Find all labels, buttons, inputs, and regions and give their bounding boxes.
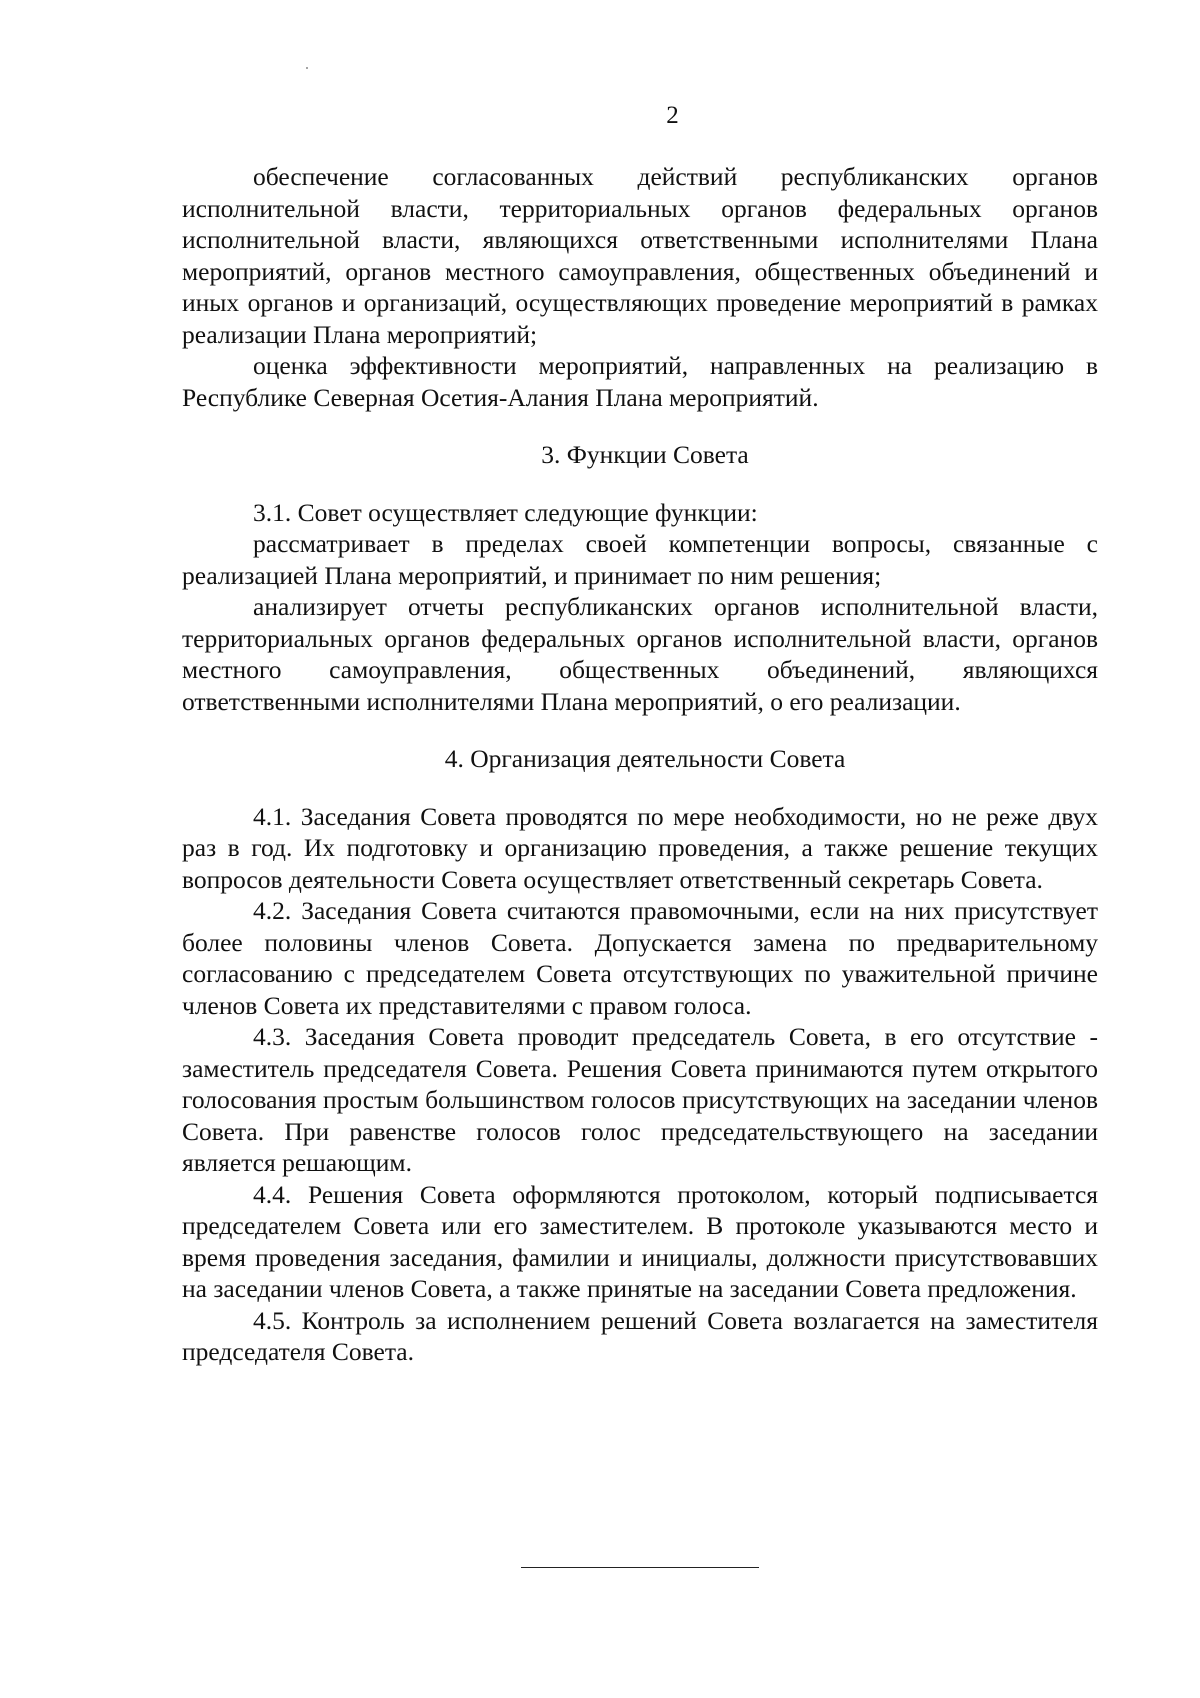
section-4-paragraph-4: 4.4. Решения Совета оформляются протоколом, который подписывается председателем Совета или его заместителем. В протоколе указываются место и время проведения заседания, фамилии и инициалы, должности присутствовавших на заседании членов Совета, а также принятые на заседании Совета предложения. (182, 1179, 1098, 1303)
section-4-paragraph-5: 4.5. Контроль за исполнением решений Совета возлагается на заместителя председателя Совета. (182, 1305, 1098, 1366)
closing-rule (521, 1567, 759, 1568)
section-3-paragraph-3: анализирует отчеты республиканских органов исполнительной власти, территориальных органов федеральных органов исполнительной власти, органов местного самоуправления, общественных объединений, являющихся ответственными исполнителями Плана мероприятий, о его реализации. (182, 592, 1098, 716)
section-4-paragraph-2: 4.2. Заседания Совета считаются правомочными, если на них присутствует более половины членов Совета. Допускается замена по предварительному согласованию с председателем Совета отсутствующих по уважительной причине членов Совета их представителями с правом голоса. (182, 896, 1098, 1020)
section-4-heading: 4. Организация деятельности Совета (444, 744, 846, 773)
document-body (182, 161, 1098, 1368)
scan-speck (306, 67, 308, 69)
section-4-paragraph-3: 4.3. Заседания Совета проводит председатель Совета, в его отсутствие - заместитель председателя Совета. Решения Совета принимаются путем открытого голосования простым большинством голосов присутствующих на заседании членов Совета. При равенстве голосов голос председательствующего на заседании является решающим. (182, 1022, 1098, 1177)
section-3-heading: 3. Функции Совета (541, 440, 749, 469)
section-4-paragraph-1: 4.1. Заседания Совета проводятся по мере необходимости, но не реже двух раз в год. Их подготовку и организацию проведения, а также решение текущих вопросов деятельности Совета осуществляет ответственный секретарь Совета. (182, 801, 1098, 894)
section-3-paragraph-1: 3.1. Совет осуществляет следующие функции: (253, 497, 758, 527)
intro-paragraph-1: обеспечение согласованных действий республиканских органов исполнительной власти, территориальных органов федеральных органов исполнительной власти, являющихся ответственными исполнителями Плана мероприятий, органов местного самоуправления, общественных объединений и иных органов и организаций, осуществляющих проведение мероприятий в рамках реализации Плана мероприятий; (182, 162, 1098, 349)
page-number: 2 (666, 102, 679, 129)
section-3-paragraph-2: рассматривает в пределах своей компетенции вопросы, связанные с реализацией Плана мероприятий, и принимает по ним решения; (182, 529, 1098, 590)
intro-paragraph-2: оценка эффективности мероприятий, направленных на реализацию в Республике Северная Осетия-Алания Плана мероприятий. (182, 351, 1098, 412)
